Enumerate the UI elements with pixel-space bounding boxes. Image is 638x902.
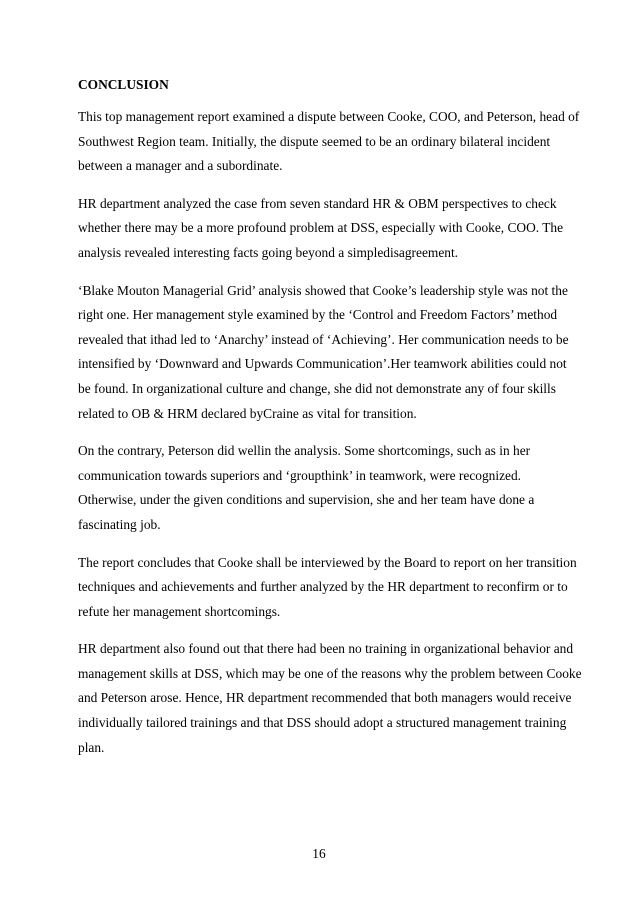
paragraph-line: whether there may be a more profound problem at DSS, especially with Cooke, COO. The [78,220,564,236]
paragraph-line: Southwest Region team. Initially, the dispute seemed to be an ordinary bilateral incident [78,133,551,149]
paragraph-line: related to OB & HRM declared byCraine as vital for transition. [78,405,417,421]
paragraph-line: HR department analyzed the case from seven standard HR & OBM perspectives to check [78,195,557,211]
paragraph-line: refute her management shortcomings. [78,603,281,619]
page-content [78,74,582,773]
paragraph [78,105,580,179]
paragraph [78,192,564,266]
paragraph-line: techniques and achievements and further analyzed by the HR department to reconfirm or to [78,579,568,595]
paragraph-line: between a manager and a subordinate. [78,158,283,174]
paragraph-line: communication towards superiors and ‘groupthink’ in teamwork, were recognized. [78,467,521,483]
paragraph-line: plan. [78,739,105,755]
paragraph-line: fascinating job. [78,516,161,532]
paragraph-line: This top management report examined a dispute between Cooke, COO, and Peterson, head of [78,109,580,124]
paragraph-line: On the contrary, Peterson did wellin the analysis. Some shortcomings, such as in her [78,443,531,459]
paragraph-line: ‘Blake Mouton Managerial Grid’ analysis showed that Cooke’s leadership style was not the [78,282,568,298]
paragraph-line: intensified by ‘Downward and Upwards Communication’.Her teamwork abilities could not [78,356,567,372]
paragraph-line: The report concludes that Cooke shall be interviewed by the Board to report on her transition [78,554,577,570]
paragraph-line: and Peterson arose. Hence, HR department recommended that both managers would receive [78,690,572,706]
paragraph-line: Otherwise, under the given conditions and supervision, she and her team have done a [78,492,535,508]
paragraph [78,551,577,625]
paragraph-line: revealed that ithad led to ‘Anarchy’ instead of ‘Achieving’. Her communication needs to be [78,331,569,347]
paragraph-line: be found. In organizational culture and change, she did not demonstrate any of four skills [78,380,556,396]
paragraph [78,637,582,760]
paragraph [78,439,564,537]
page-number: 16 [312,846,326,861]
paragraph-line: HR department also found out that there had been no training in organizational behavior and [78,641,574,657]
paragraph [78,279,569,427]
paragraph-line: analysis revealed interesting facts going beyond a simpledisagreement. [78,244,459,260]
paragraph-line: individually tailored trainings and that DSS should adopt a structured management training [78,715,567,731]
paragraph-line: management skills at DSS, which may be one of the reasons why the problem between Cooke [78,665,582,681]
paragraphs-container [78,105,582,760]
paragraph-line: right one. Her management style examined by the ‘Control and Freedom Factors’ method [78,307,558,323]
section-heading: CONCLUSION [78,77,169,92]
